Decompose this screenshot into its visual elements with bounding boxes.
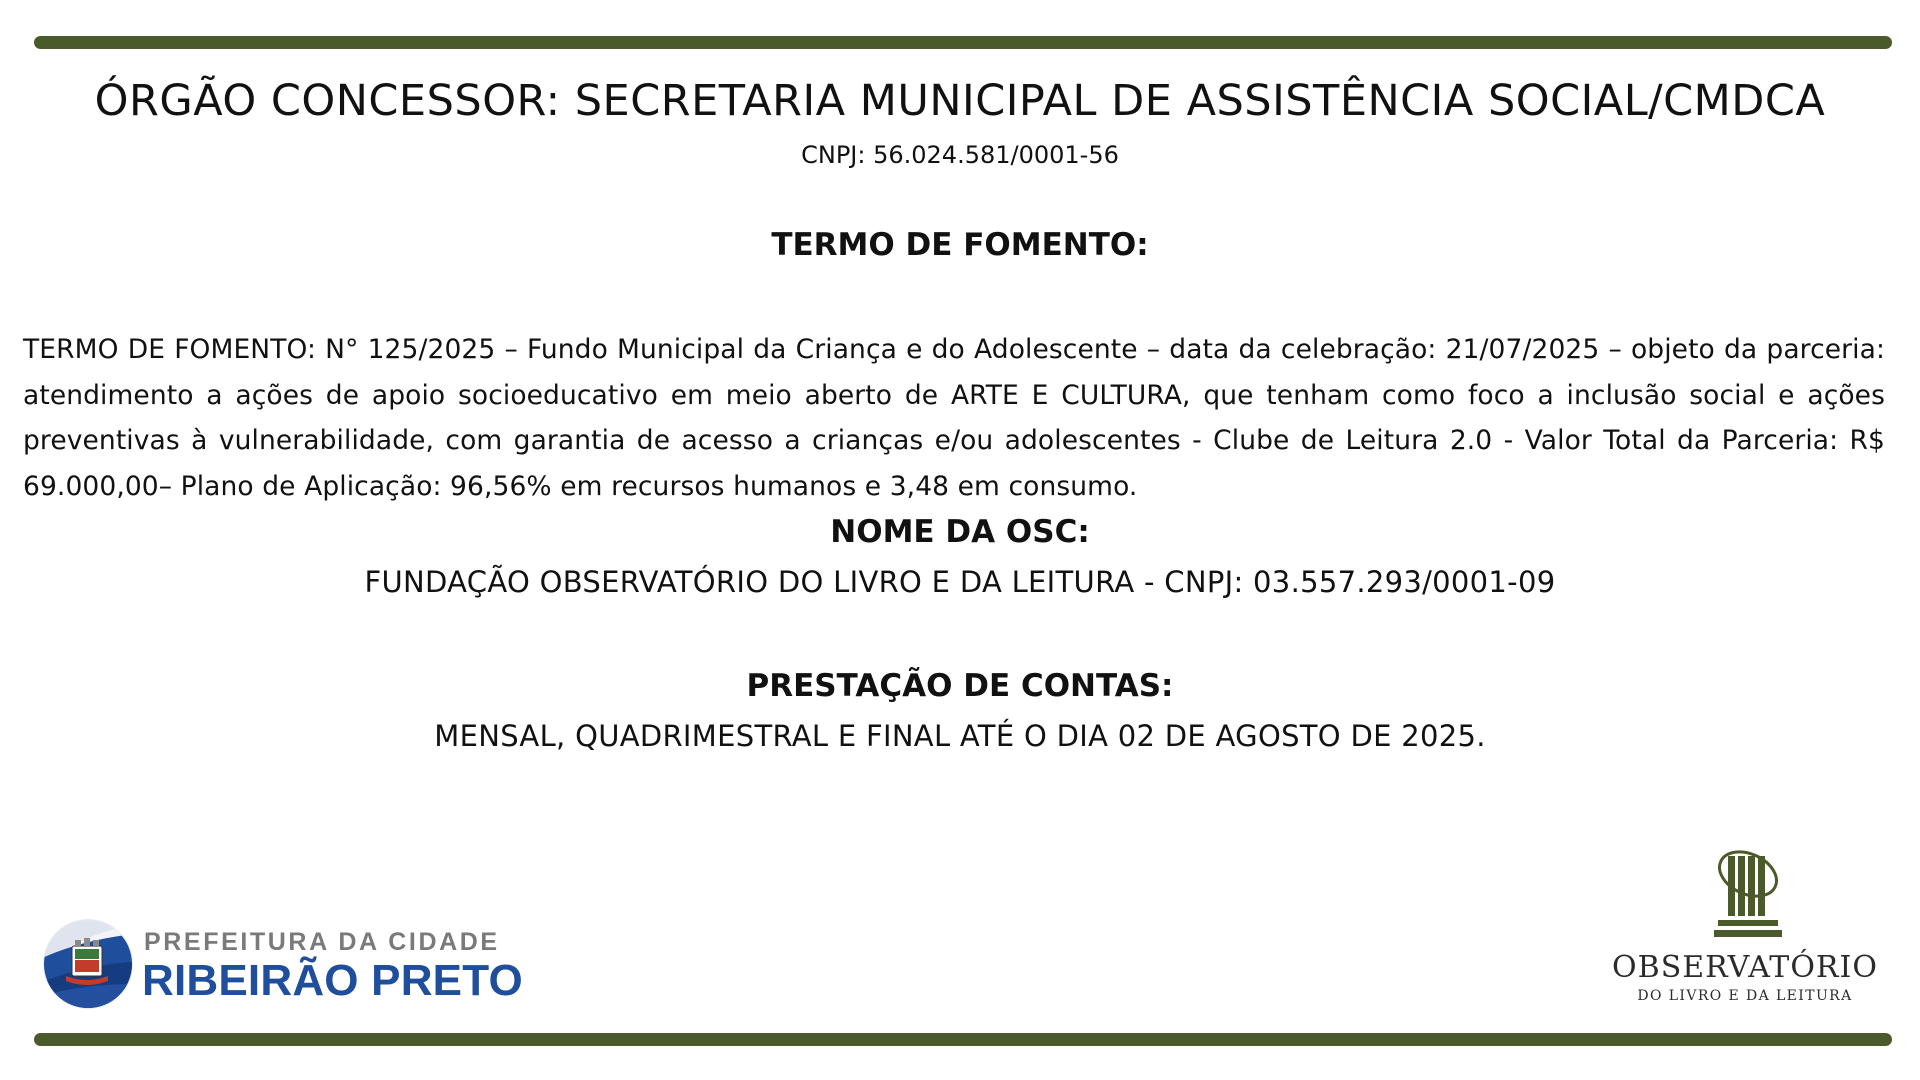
observatorio-subtitle: DO LIVRO E DA LEITURA (1637, 988, 1853, 1004)
prefeitura-line2: RIBEIRÃO PRETO (142, 956, 523, 1005)
observatorio-column-emblem-icon (1708, 840, 1788, 940)
observatorio-logo (1600, 840, 1890, 1015)
termo-body: TERMO DE FOMENTO: N° 125/2025 – Fundo Municipal da Criança e do Adolescente – data da celebração: 21/07/2025 – objeto da parceria: atendimento a ações de apoio socioeducativo em meio aberto de ARTE E CULTURA, que tenham como foco a inclusão social e ações preventivas à vulnerabilidade, com garantia de acesso a crianças e/ou adolescentes - Clube de Leitura 2.0 - Valor Total da Parceria: R$ 69.000,00– Plano de Aplicação: 96,56% em recursos humanos e 3,48 em consumo. (23, 334, 1885, 502)
observatorio-name: OBSERVATÓRIO (1612, 950, 1878, 985)
osc-heading: NOME DA OSC: (830, 514, 1090, 550)
prestacao-heading: PRESTAÇÃO DE CONTAS: (746, 668, 1174, 704)
prefeitura-logo (42, 918, 523, 1010)
termo-heading: TERMO DE FOMENTO: (771, 227, 1149, 263)
bottom-border-bar (34, 1033, 1892, 1046)
top-border-bar (34, 36, 1892, 49)
prestacao-text: MENSAL, QUADRIMESTRAL E FINAL ATÉ O DIA 02 DE AGOSTO DE 2025. (434, 719, 1486, 753)
ribeirao-preto-flag-emblem-icon (42, 918, 134, 1010)
org-cnpj: CNPJ: 56.024.581/0001-56 (801, 141, 1119, 169)
prefeitura-line1: PREFEITURA DA CIDADE (144, 928, 500, 956)
osc-name: FUNDAÇÃO OBSERVATÓRIO DO LIVRO E DA LEITURA - CNPJ: 03.557.293/0001-09 (364, 565, 1556, 599)
org-title: ÓRGÃO CONCESSOR: SECRETARIA MUNICIPAL DE ASSISTÊNCIA SOCIAL/CMDCA (94, 76, 1826, 126)
